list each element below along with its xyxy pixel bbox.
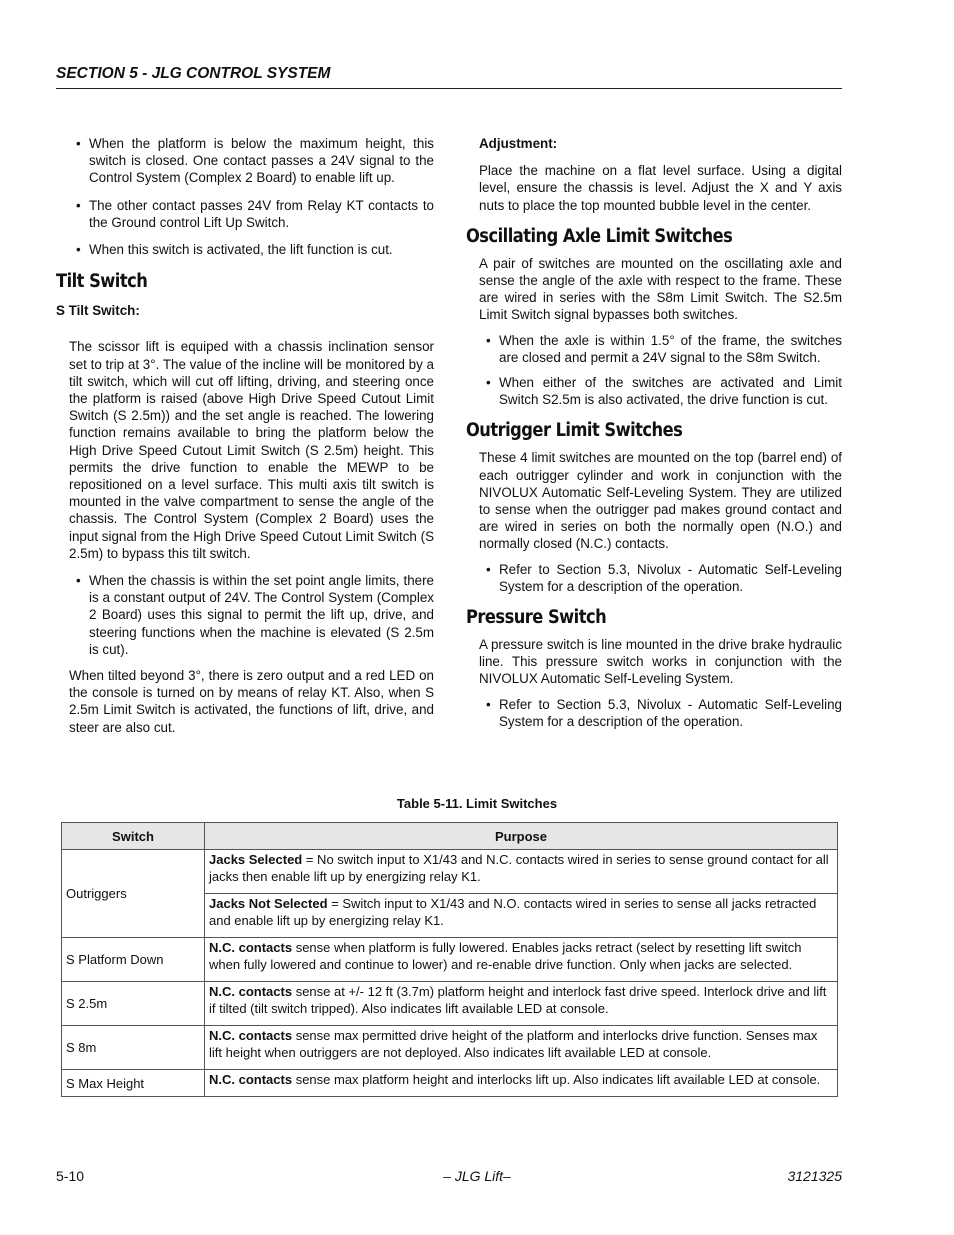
column-header-purpose: Purpose bbox=[205, 823, 838, 850]
bullet-item: • Refer to Section 5.3, Nivolux - Automatic Self-Leveling System for a description of the operation. bbox=[466, 696, 842, 730]
switch-cell: S 2.5m bbox=[62, 982, 205, 1026]
purpose-bold: Jacks Not Selected bbox=[209, 896, 328, 911]
document-number: 3121325 bbox=[787, 1168, 842, 1184]
table-row bbox=[62, 982, 838, 1026]
table-header-row bbox=[62, 823, 838, 850]
purpose-text: sense at +/- 12 ft (3.7m) platform height and interlock fast drive speed. Interlock drive and lift if tilted (tilt switch tripped). Also indicates lift available LED at console. bbox=[209, 984, 827, 1016]
table-row bbox=[62, 938, 838, 982]
tilt-switch-subheading: S Tilt Switch: bbox=[56, 303, 140, 319]
adjustment-subheading: Adjustment: bbox=[479, 136, 558, 151]
bullet-item: • When either of the switches are activated and Limit Switch S2.5m is also activated, the drive function is cut. bbox=[466, 374, 842, 408]
switch-cell: Outriggers bbox=[62, 850, 205, 938]
purpose-bold: N.C. contacts bbox=[209, 1028, 293, 1043]
purpose-bold: Jacks Selected bbox=[209, 852, 303, 867]
switch-cell: S 8m bbox=[62, 1026, 205, 1070]
platform-switch-bullets bbox=[56, 135, 434, 258]
switch-cell: S Platform Down bbox=[62, 938, 205, 982]
purpose-cell bbox=[205, 982, 838, 1026]
oscillating-axle-heading: Oscillating Axle Limit Switches bbox=[466, 225, 733, 247]
purpose-cell bbox=[205, 850, 838, 894]
switch-cell: S Max Height bbox=[62, 1070, 205, 1097]
column-header-switch: Switch bbox=[62, 823, 205, 850]
left-column bbox=[56, 135, 434, 736]
tilt-switch-paragraph-2: When tilted beyond 3°, there is zero output and a red LED on the console is turned on by means of relay KT. Also, when S 2.5m Limit Switch is activated, the functions of lift, drive, and steer are also cut. bbox=[69, 668, 434, 735]
right-column bbox=[466, 135, 842, 730]
table-row bbox=[62, 1026, 838, 1070]
purpose-text: sense max platform height and interlocks lift up. Also indicates lift available LED at console. bbox=[292, 1072, 821, 1087]
purpose-text: sense max permitted drive height of the platform and interlocks drive function. Senses max lift height when outriggers are not deployed. Also indicates lift available LED at console. bbox=[209, 1028, 818, 1060]
oscillating-axle-paragraph: A pair of switches are mounted on the oscillating axle and sense the angle of the axle with respect to the frame. These are wired in series with the S8m Limit Switch. The S2.5m Limit Switch signal bypasses both switches. bbox=[479, 255, 842, 323]
tilt-switch-bullets bbox=[56, 572, 434, 658]
bullet-item: • When this switch is activated, the lift function is cut. bbox=[56, 241, 434, 258]
bullet-item: • When the chassis is within the set point angle limits, there is a constant output of 24V. The Control System (Complex 2 Board) uses this signal to permit the lift up, drive, and steering functions when the machine is elevated (S 2.5m is cut). bbox=[56, 572, 434, 658]
table-row bbox=[62, 1070, 838, 1097]
tilt-switch-paragraph: The scissor lift is equiped with a chassis inclination sensor set to trip at 3°. The value of the incline will be monitored by a tilt switch, which will cut off lifting, driving, and steering once the platform is raised (above High Drive Speed Cutout Limit Switch (S 2.5m)) and the set angle is reached. The lowering function remains available to bring the platform below the High Drive Speed Cutout Limit Switch (S 2.5m) height. This permits the drive function to enable the MEWP to be repositioned on a level surface. This multi axis tilt switch is mounted in the valve compartment to sense the angle of the chassis. The Control System (Complex 2 Board) uses the input signal from the High Drive Speed Cutout Limit Switch (S 2.5m) to bypass this tilt switch. bbox=[69, 339, 434, 561]
purpose-text: sense when platform is fully lowered. Enables jacks retract (select by resetting lift switch when fully lowered and continue to lower) and re-enable drive function. Only when jacks are selected. bbox=[209, 940, 802, 972]
table-row bbox=[62, 850, 838, 894]
footer-title: – JLG Lift– bbox=[443, 1168, 511, 1184]
bullet-item: • The other contact passes 24V from Relay KT contacts to the Ground control Lift Up Switch. bbox=[56, 197, 434, 231]
tilt-switch-heading: Tilt Switch bbox=[56, 271, 148, 293]
outrigger-paragraph: These 4 limit switches are mounted on the top (barrel end) of each outrigger cylinder and work in conjunction with the NIVOLUX Automatic Self-Leveling System. They are utilized to sense when the outrigger pad makes ground contact and are wired in series on both the normally open (N.O.) and normally closed (N.C.) contacts. bbox=[479, 450, 842, 552]
page-number: 5-10 bbox=[56, 1168, 85, 1184]
purpose-text: = Switch input to X1/43 and N.O. contacts wired in series to sense all jacks retracted and enable lift up by energizing relay K1. bbox=[209, 896, 817, 928]
bullet-item: • When the platform is below the maximum height, this switch is closed. One contact passes a 24V signal to the Control System (Complex 2 Board) to enable lift up. bbox=[56, 135, 434, 187]
purpose-bold: N.C. contacts bbox=[209, 940, 293, 955]
outrigger-bullets bbox=[466, 561, 842, 595]
section-header: SECTION 5 - JLG CONTROL SYSTEM bbox=[56, 64, 842, 89]
purpose-cell bbox=[205, 1026, 838, 1070]
bullet-item: • When the axle is within 1.5° of the frame, the switches are closed and permit a 24V signal to the S8m Switch. bbox=[466, 332, 842, 366]
pressure-switch-bullets bbox=[466, 696, 842, 730]
purpose-cell bbox=[205, 938, 838, 982]
limit-switches-table bbox=[61, 822, 838, 1097]
purpose-bold: N.C. contacts bbox=[209, 984, 293, 999]
purpose-cell bbox=[205, 894, 838, 938]
purpose-bold: N.C. contacts bbox=[209, 1072, 293, 1087]
outrigger-heading: Outrigger Limit Switches bbox=[466, 420, 683, 442]
purpose-cell bbox=[205, 1070, 838, 1097]
purpose-text: = No switch input to X1/43 and N.C. contacts wired in series to sense ground contact for all jacks then enable lift up by energizing relay K1. bbox=[209, 852, 829, 884]
oscillating-axle-bullets bbox=[466, 332, 842, 409]
bullet-item: • Refer to Section 5.3, Nivolux - Automatic Self-Leveling System for a description of the operation. bbox=[466, 561, 842, 595]
adjustment-paragraph: Place the machine on a flat level surface. Using a digital level, ensure the chassis is level. Adjust the X and Y axis nuts to place the top mounted bubble level in the center. bbox=[479, 163, 842, 213]
table-caption: Table 5-11. Limit Switches bbox=[396, 796, 558, 811]
pressure-switch-paragraph: A pressure switch is line mounted in the drive brake hydraulic line. This pressure switch works in conjunction with the NIVOLUX Automatic Self-Leveling System. bbox=[479, 637, 842, 687]
pressure-switch-heading: Pressure Switch bbox=[466, 607, 607, 629]
